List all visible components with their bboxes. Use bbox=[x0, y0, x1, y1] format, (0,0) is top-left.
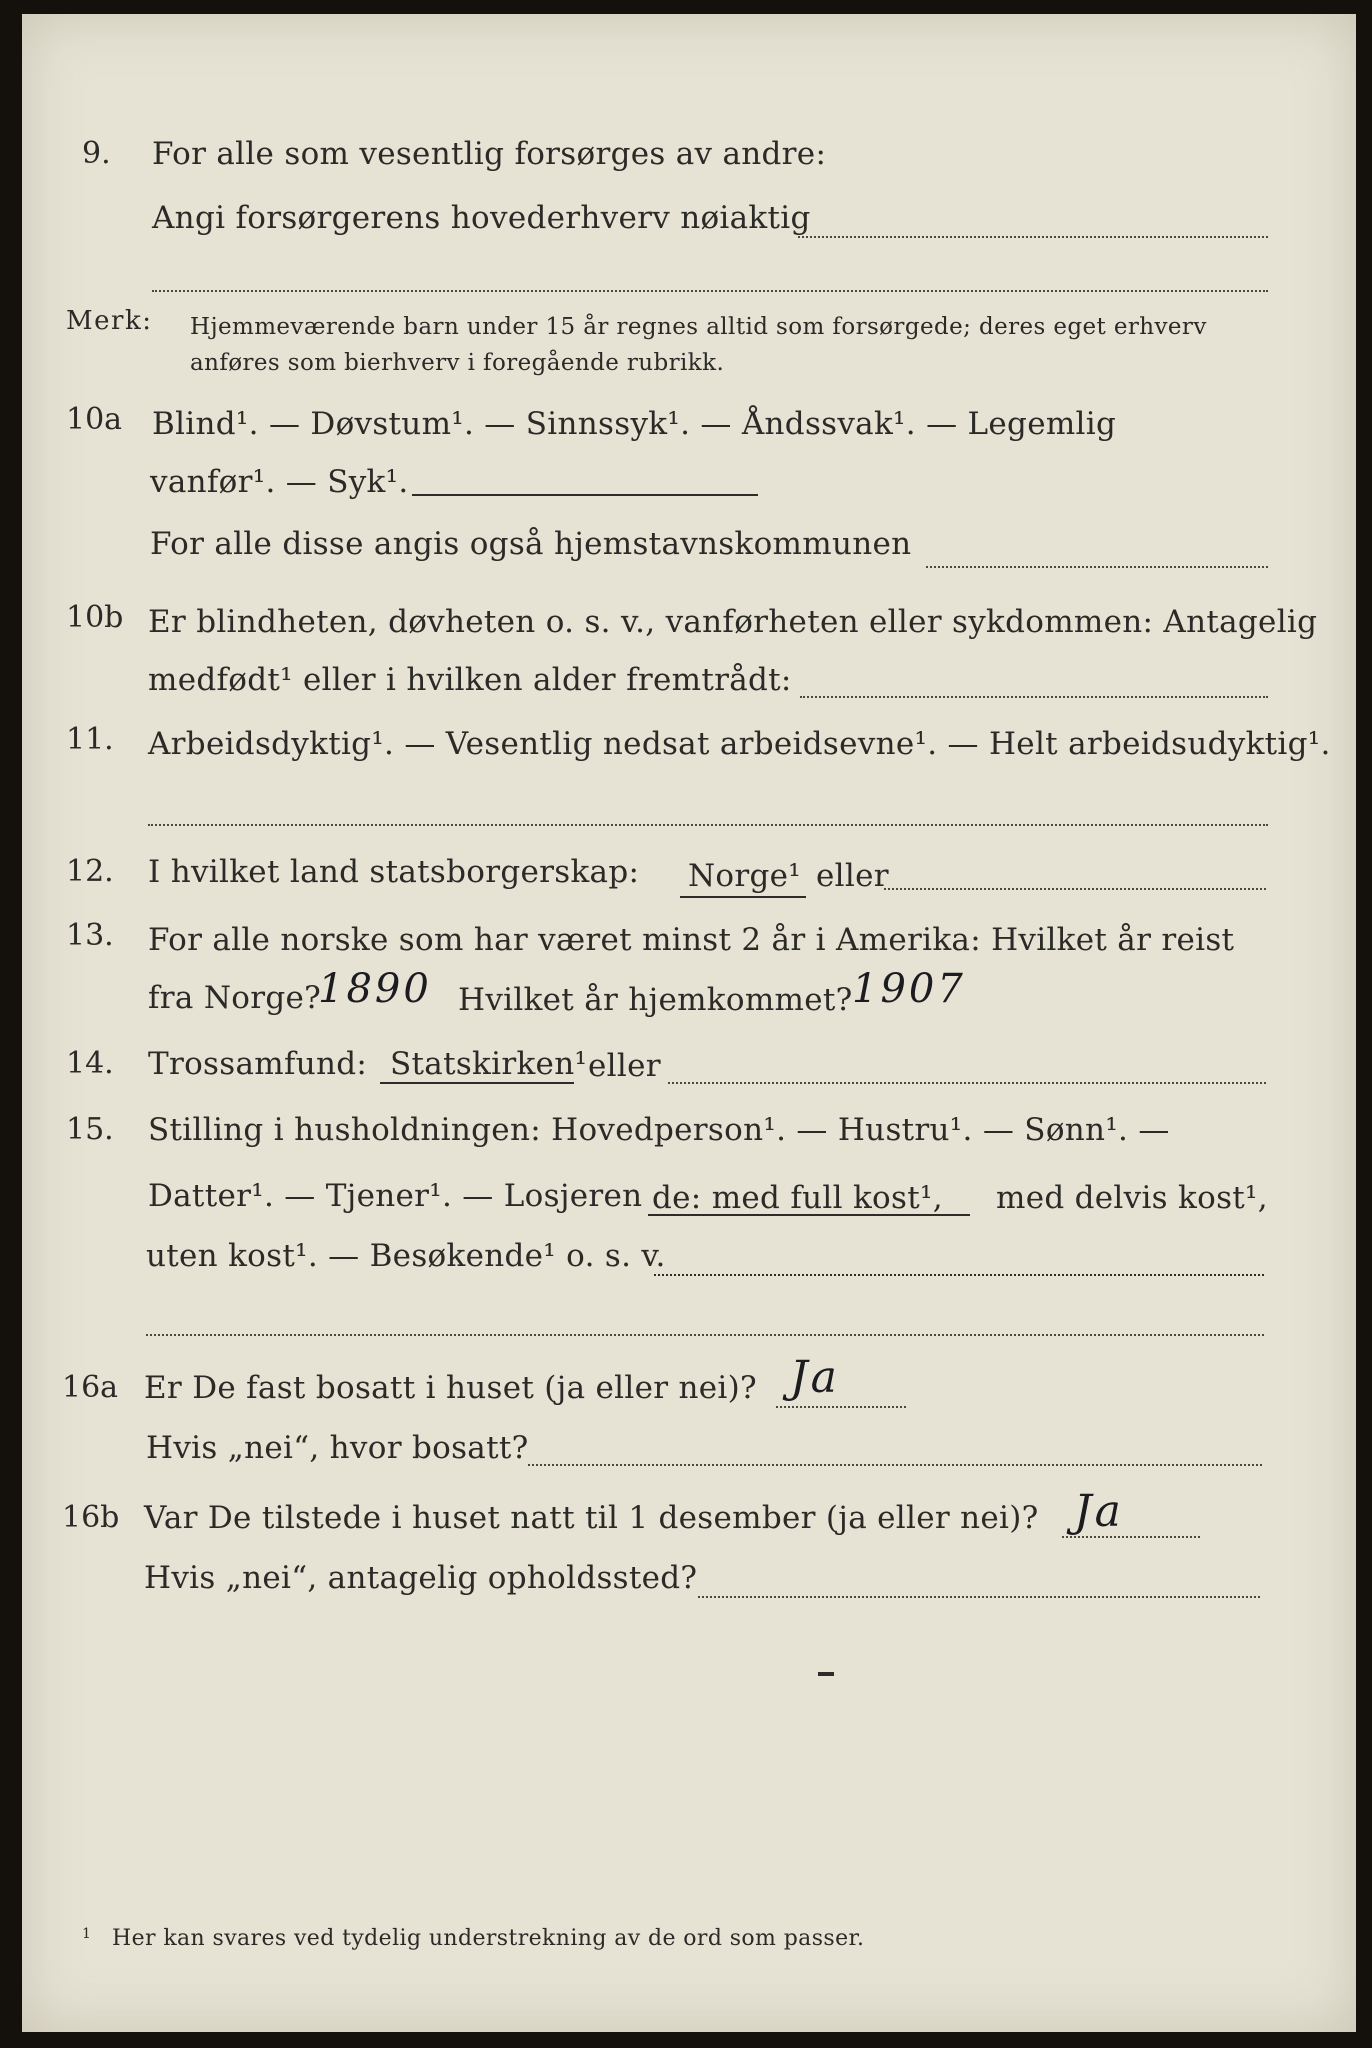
merk-line1: Hjemmeværende barn under 15 år regnes alltid som forsørgede; deres eget erhverv bbox=[190, 314, 1207, 340]
merk-line2: anføres som bierhverv i foregående rubrikk. bbox=[190, 350, 725, 376]
q10b-number: 10b bbox=[66, 600, 124, 635]
q13-line2-b: Hvilket år hjemkommet? bbox=[458, 982, 853, 1018]
q10a-line2: vanfør¹. — Syk¹. bbox=[150, 464, 409, 500]
q10a-hometown-line bbox=[926, 566, 1268, 568]
q10a-line3: For alle disse angis også hjemstavnskommunen bbox=[150, 526, 912, 562]
q13-handwritten-departure-year: 1890 bbox=[318, 966, 432, 1012]
q12-number: 12. bbox=[66, 854, 114, 889]
q16a-residence-line bbox=[528, 1464, 1262, 1466]
q15-line2-a: Datter¹. — Tjener¹. — Losjeren bbox=[148, 1178, 643, 1214]
q16b-line2: Hvis „nei“, antagelig opholdssted? bbox=[144, 1560, 698, 1596]
q14-suffix: eller bbox=[588, 1048, 661, 1084]
q10a-answer-line bbox=[412, 494, 758, 496]
q13-line2-a: fra Norge? bbox=[148, 980, 322, 1016]
q15-number: 15. bbox=[66, 1112, 114, 1147]
q16a-line2: Hvis „nei“, hvor bosatt? bbox=[146, 1430, 529, 1466]
q12-underline-mark bbox=[680, 896, 806, 898]
q15-answer-line bbox=[654, 1274, 1264, 1276]
q12-prefix: I hvilket land statsborgerskap: bbox=[148, 854, 640, 890]
q16b-line1: Var De tilstede i huset natt til 1 desember (ja eller nei)? bbox=[144, 1500, 1039, 1536]
q12-answer-line bbox=[884, 888, 1266, 890]
q15-line3: uten kost¹. — Besøkende¹ o. s. v. bbox=[146, 1238, 666, 1274]
q9-line1: For alle som vesentlig forsørges av andre: bbox=[152, 136, 827, 172]
q9-line2: Angi forsørgerens hovederhverv nøiaktig bbox=[152, 200, 811, 236]
q14-underlined-option: Statskirken¹ bbox=[390, 1046, 588, 1082]
q9-answer-line bbox=[798, 236, 1268, 238]
q12-underlined-option: Norge¹ bbox=[688, 858, 802, 894]
q10b-line1: Er blindheten, døvheten o. s. v., vanførheten eller sykdommen: Antagelig bbox=[148, 604, 1318, 640]
q10b-line2: medfødt¹ eller i hvilken alder fremtrådt: bbox=[148, 662, 792, 698]
q14-answer-line bbox=[668, 1082, 1266, 1084]
q12-suffix: eller bbox=[816, 858, 889, 894]
q16a-handwritten-answer: Ja bbox=[790, 1352, 840, 1403]
q16b-number: 16b bbox=[62, 1500, 120, 1535]
q13-line1: For alle norske som har været minst 2 år i Amerika: Hvilket år reist bbox=[148, 922, 1235, 958]
q14-number: 14. bbox=[66, 1046, 114, 1081]
q10a-number: 10a bbox=[66, 402, 123, 437]
q15-underline-mark bbox=[648, 1214, 970, 1216]
q14-underline-mark bbox=[380, 1082, 574, 1084]
q13-handwritten-return-year: 1907 bbox=[852, 966, 966, 1012]
q16b-handwritten-answer: Ja bbox=[1074, 1486, 1124, 1537]
q11-number: 11. bbox=[66, 722, 114, 757]
q10a-line1: Blind¹. — Døvstum¹. — Sinnssyk¹. — Åndssvak¹. — Legemlig bbox=[152, 406, 1117, 442]
footnote-marker: 1 bbox=[82, 1926, 92, 1942]
q13-number: 13. bbox=[66, 918, 114, 953]
q9-answer-line-2 bbox=[152, 290, 1268, 292]
q16a-line1: Er De fast bosatt i huset (ja eller nei)? bbox=[144, 1370, 757, 1406]
q15-answer-line-2 bbox=[146, 1334, 1264, 1336]
q9-number: 9. bbox=[82, 136, 111, 171]
q14-prefix: Trossamfund: bbox=[148, 1046, 368, 1082]
q15-line2-c: med delvis kost¹, bbox=[996, 1180, 1268, 1216]
footnote-text: Her kan svares ved tydelig understrekning av de ord som passer. bbox=[112, 1926, 865, 1951]
q16b-stay-line bbox=[698, 1596, 1260, 1598]
q11-line1: Arbeidsdyktig¹. — Vesentlig nedsat arbeidsevne¹. — Helt arbeidsudyktig¹. bbox=[148, 726, 1331, 762]
q15-line1: Stilling i husholdningen: Hovedperson¹. — Hustru¹. — Sønn¹. — bbox=[148, 1112, 1170, 1148]
q16a-number: 16a bbox=[62, 1370, 119, 1405]
q15-line2-underlined: de: med full kost¹, bbox=[652, 1180, 943, 1216]
q16b-answer-line bbox=[1062, 1536, 1200, 1538]
separator-mark bbox=[818, 1672, 834, 1676]
q10b-answer-line bbox=[800, 696, 1268, 698]
merk-label: Merk: bbox=[66, 306, 153, 336]
q16a-answer-line bbox=[776, 1406, 906, 1408]
q11-answer-line bbox=[148, 824, 1268, 826]
